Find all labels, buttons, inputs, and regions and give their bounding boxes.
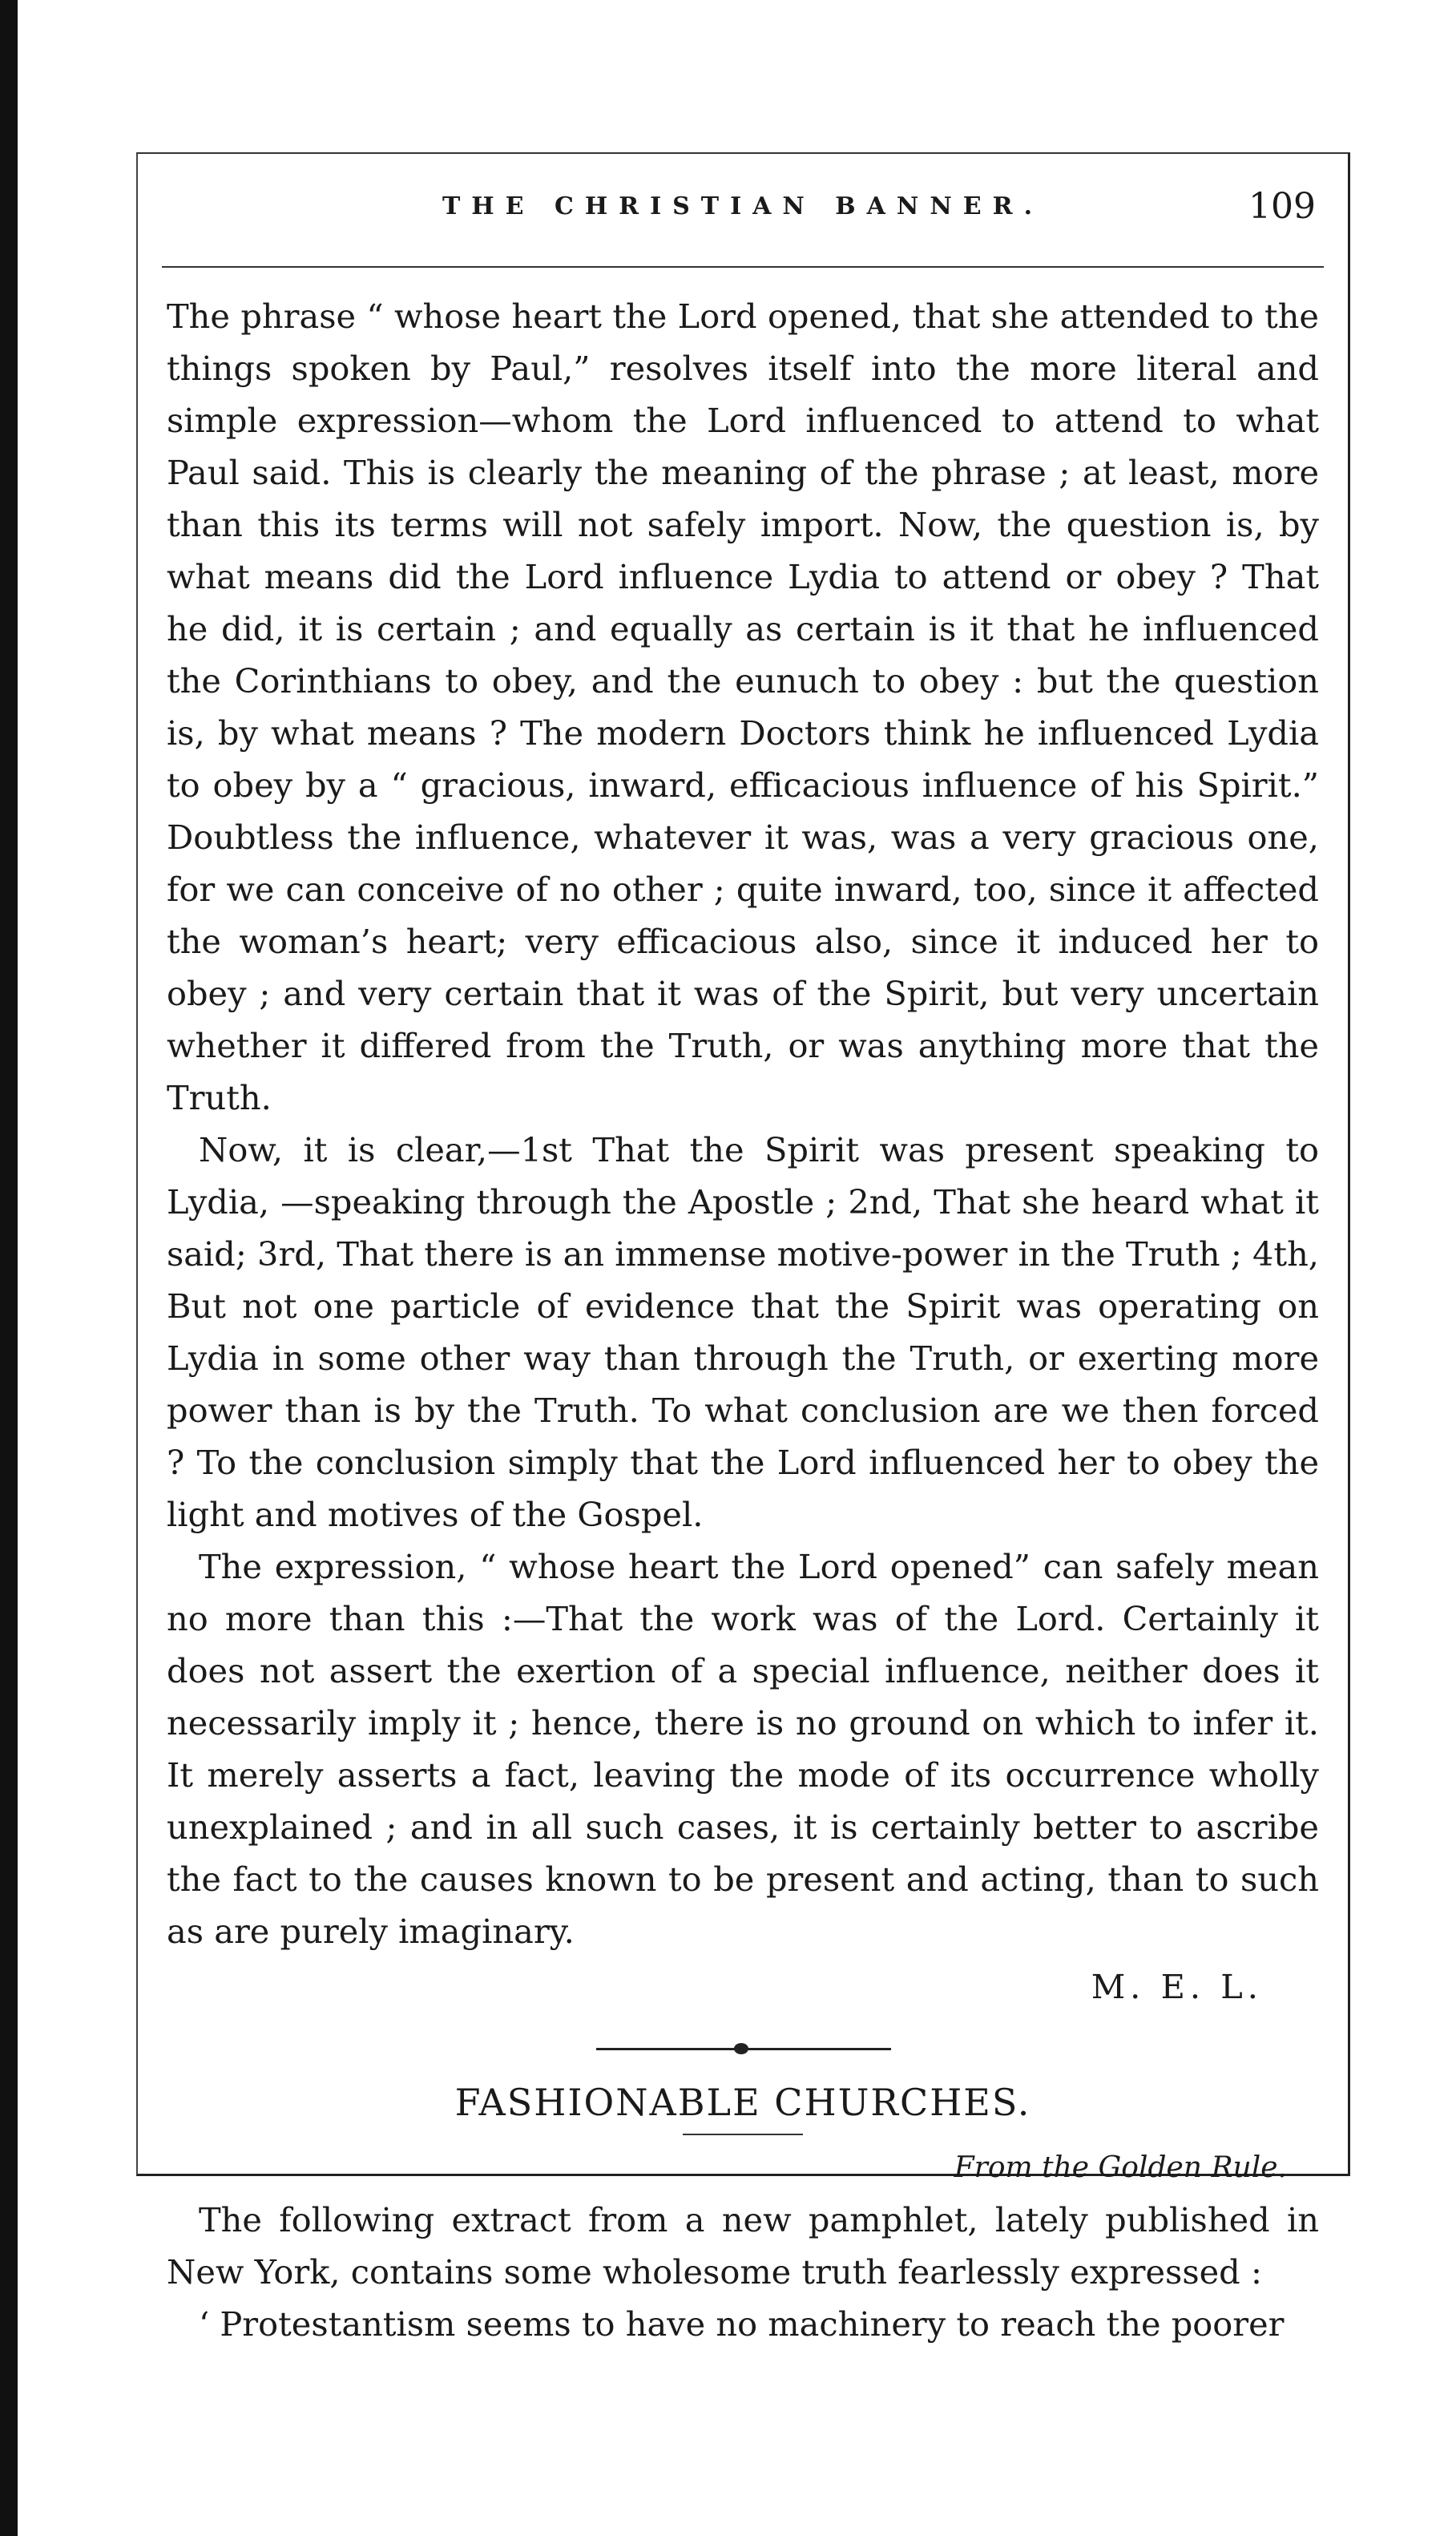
article-source: From the Golden Rule. [954,2151,1287,2184]
paragraph-2: Now, it is clear,—1st That the Spirit was present speaking to Lydia, —speaking through the Apostle ; 2nd, That she heard what it said; 3rd, That there is an immense motive-power in the Truth ; 4th, But not one particle of evidence that the Spirit was operating on Lydia in some other way than through the Truth, or exerting more power than is by the Truth. To what conclusion are we then forced ? To the conclusion simply that the Lord influenced her to obey the light and motives of the Gospel. [167,1130,1319,1534]
header-rule [162,266,1324,268]
divider-ornament [734,2043,748,2054]
article-paragraph-2: ‘ Protestantism seems to have no machinery to reach the poorer [199,2304,1285,2344]
page-header [138,186,1348,234]
article-paragraph-1: The following extract from a new pamphlet, lately published in New York, contains some wholesome truth fearlessly expressed : [167,2200,1319,2292]
body-text [167,290,1319,2350]
article-title: FASHIONABLE CHURCHES. [454,2081,1031,2124]
paragraph-1: The phrase “ whose heart the Lord opened, that she attended to the things spoken by Paul,” resolves itself into the more literal and simple expression—whom the Lord influenced to attend to what Paul said. This is clearly the meaning of the phrase ; at least, more than this its terms will not safely import. Now, the question is, by what means did the Lord influence Lydia to attend or obey ? That he did, it is certain ; and equally as certain is it that he influenced the Corinthians to obey, and the eunuch to obey : but the question is, by what means ? The modern Doctors think he influenced Lydia to obey by a “ gracious, inward, efficacious influence of his Spirit.” Doubtless the influence, whatever it was, was a very gracious one, for we can conceive of no other ; quite inward, too, since it affected the woman’s heart; very efficacious also, since it induced her to obey ; and very certain that it was of the Spirit, but very uncertain whether it differed from the Truth, or was anything more that the Truth. [167,297,1319,1117]
page-frame [136,152,1350,2344]
page-number: 109 [1248,186,1316,227]
paragraph-3: The expression, “ whose heart the Lord opened” can safely mean no more than this :—That the work was of the Lord. Certainly it does not assert the exertion of a special influence, neither does it necessarily imply it ; hence, there is no ground on which to infer it. It merely asserts a fact, leaving the mode of its occurrence wholly unexplained ; and in all such cases, it is certainly better to ascribe the fact to the causes known to be present and acting, than to such as are purely imaginary. [167,1547,1319,1951]
author-signature: M. E. L. [1091,1967,1263,2006]
running-head: THE CHRISTIAN BANNER. [442,192,1044,220]
binding-edge [0,0,18,2536]
title-rule [683,2134,803,2142]
section-divider [167,2021,1319,2069]
